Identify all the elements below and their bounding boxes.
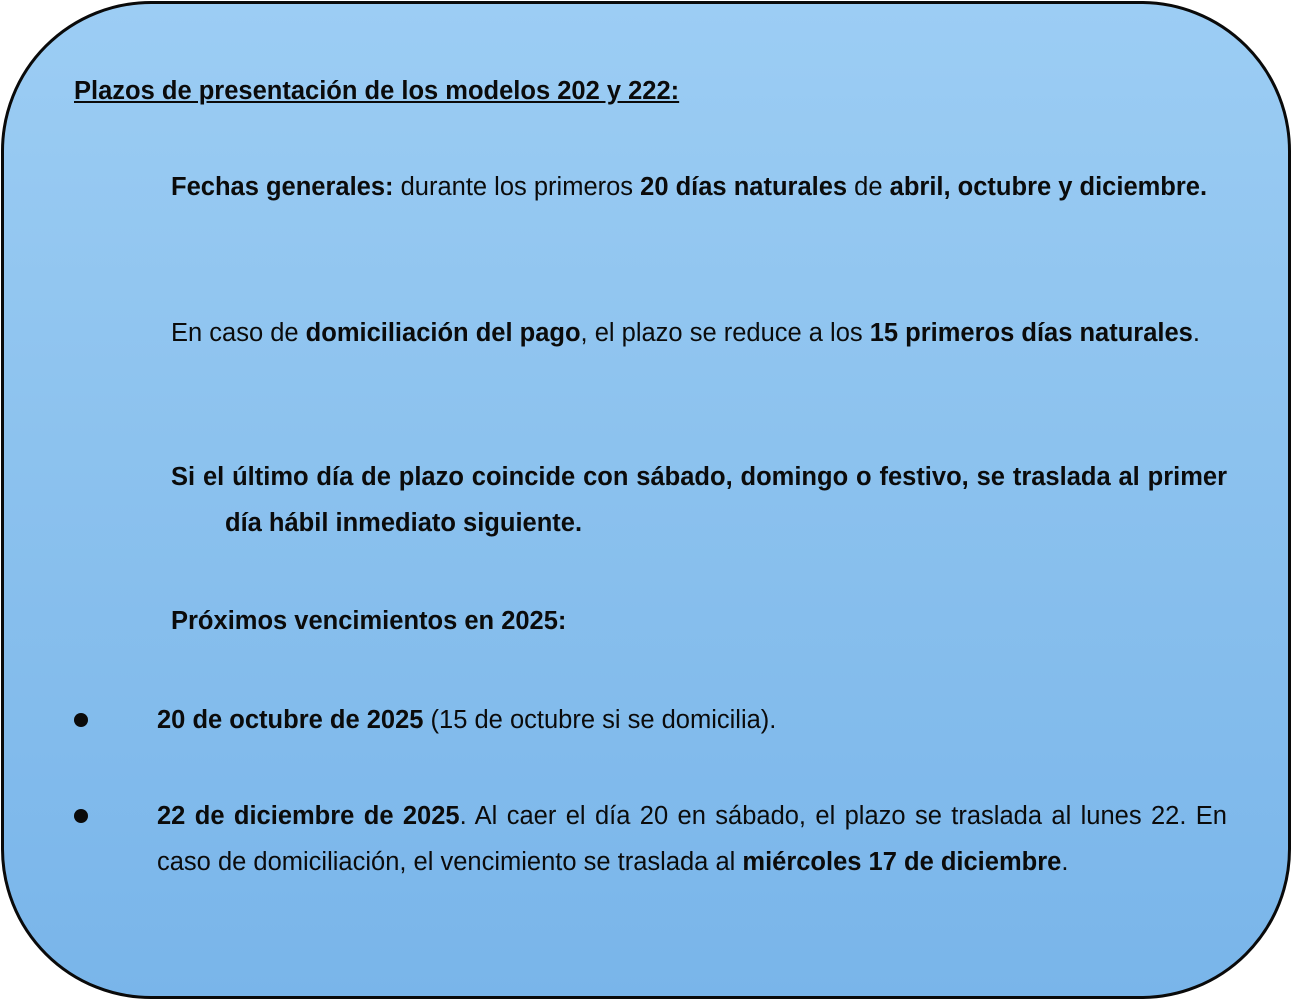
info-panel xyxy=(1,1,1291,999)
debit-text-2: , el plazo se reduce a los xyxy=(580,319,870,347)
general-dates-label: Fechas generales: xyxy=(171,173,394,201)
bullet-1-date: 20 de octubre de 2025 xyxy=(157,706,424,734)
holiday-text: Si el último día de plazo coincide con sábado, domingo o festivo, se traslada al primer día hábil inmediato siguiente. xyxy=(171,463,1227,537)
page-title: Plazos de presentación de los modelos 202 y 222: xyxy=(74,77,680,105)
holiday-paragraph xyxy=(171,454,1227,546)
bullet-2-tail: . xyxy=(1061,848,1069,876)
debit-bold-1: domiciliación del pago xyxy=(305,319,581,347)
list-item xyxy=(157,793,1227,885)
general-days: 20 días naturales xyxy=(640,173,848,201)
general-text-1: durante los primeros xyxy=(393,173,641,201)
bullet-2-date: 22 de diciembre de 2025 xyxy=(157,802,460,830)
general-dates-paragraph xyxy=(171,164,1227,210)
debit-text-3: . xyxy=(1192,319,1200,347)
debit-text-1: En caso de xyxy=(171,319,306,347)
debit-bold-2: 15 primeros días naturales xyxy=(869,319,1193,347)
bullet-2-date-2: miércoles 17 de diciembre xyxy=(742,848,1062,876)
bullet-dot-icon xyxy=(74,713,88,727)
upcoming-heading: Próximos vencimientos en 2025: xyxy=(171,607,567,635)
direct-debit-paragraph xyxy=(171,310,1227,356)
bullet-1-text: (15 de octubre si se domicilia). xyxy=(423,706,777,734)
general-text-2: de xyxy=(847,173,890,201)
list-item xyxy=(157,697,1227,743)
bullet-2-text: . Al caer el día 20 en sábado, el plazo se traslada al lunes 22. En caso de domiciliación, el vencimiento se traslada al xyxy=(157,802,1227,876)
bullet-dot-icon xyxy=(74,809,88,823)
general-months: abril, octubre y diciembre. xyxy=(889,173,1208,201)
